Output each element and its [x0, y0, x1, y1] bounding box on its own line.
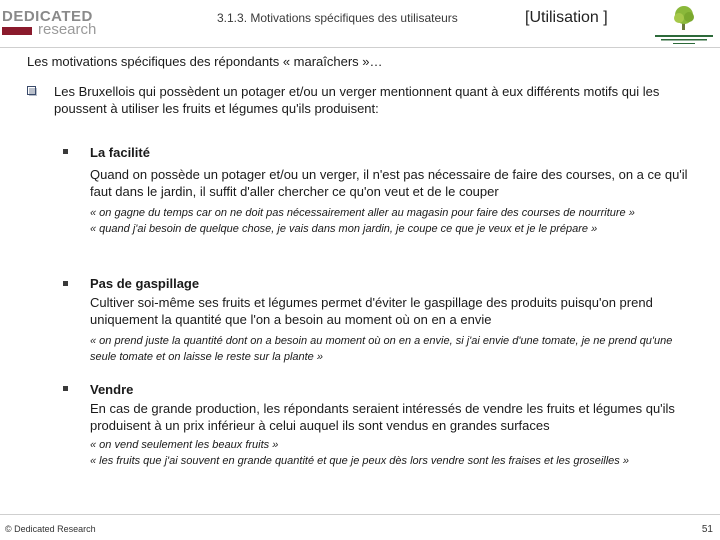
square-bullet-icon — [63, 149, 68, 154]
item-block-gaspillage — [90, 294, 700, 365]
item-quote: « on prend juste la quantité dont on a besoin au moment où on en a envie, si j'ai envie d'une tomate, je ne prend qu'une seule tomate et on laisse le reste sur la plante » — [90, 335, 673, 363]
item-body: Cultiver soi-même ses fruits et légumes permet d'éviter le gaspillage des produits puisqu'on prend uniquement la quantité que l'on a besoin au moment où on en a envie — [90, 295, 653, 327]
item-body: Quand on possède un potager et/ou un verger, il n'est pas nécessaire de faire des courses, on a ce qu'il faut dans le jardin, il suffit d'aller chercher ce qu'on veut et de le couper — [90, 167, 688, 199]
footer-copyright: © Dedicated Research — [5, 524, 96, 534]
logo-bar — [2, 27, 32, 35]
footer-divider — [0, 514, 720, 515]
item-body: En cas de grande production, les répondants seraient intéressés de vendre les fruits et légumes qu'ils produisent à un prix inférieur à celui auquel ils sont vendus en grandes surfaces — [90, 401, 675, 433]
section-title: 3.1.3. Motivations spécifiques des utilisateurs — [217, 11, 458, 25]
item-quote: « on gagne du temps car on ne doit pas nécessairement aller au magasin pour faire des courses de nourriture » — [90, 207, 635, 219]
page-subtitle: Les motivations spécifiques des répondants « maraîchers »… — [27, 54, 383, 69]
page-number: 51 — [701, 524, 713, 535]
item-quote: « quand j'ai besoin de quelque chose, je vais dans mon jardin, je coupe ce que je veux et je le prépare » — [90, 223, 598, 235]
checkbox-bullet-icon — [27, 86, 37, 96]
logo-text-dedicated: DEDICATED — [2, 8, 93, 25]
square-bullet-icon — [63, 386, 68, 391]
usage-tag: [Utilisation ] — [525, 9, 608, 26]
item-quote: « on vend seulement les beaux fruits » — [90, 439, 279, 451]
item-title-facilite: La facilité — [90, 145, 150, 160]
logo-text-research: research — [38, 21, 97, 38]
item-title-vendre: Vendre — [90, 382, 134, 397]
dedicated-research-logo — [2, 8, 98, 44]
tree-icon — [651, 4, 717, 46]
item-title-gaspillage: Pas de gaspillage — [90, 276, 200, 291]
intro-paragraph: Les Bruxellois qui possèdent un potager et/ou un verger mentionnent quant à eux différents motifs qui les poussent à utiliser les fruits et légumes qu'ils produisent: — [54, 84, 660, 116]
square-bullet-icon — [63, 281, 68, 286]
item-block-vendre — [90, 400, 700, 469]
item-block-facilite — [90, 166, 700, 237]
header-divider — [0, 47, 720, 48]
partner-logo — [651, 4, 717, 46]
item-quote: « les fruits que j'ai souvent en grande quantité et que je peux dès lors vendre sont les fraises et les groseilles » — [90, 455, 629, 467]
